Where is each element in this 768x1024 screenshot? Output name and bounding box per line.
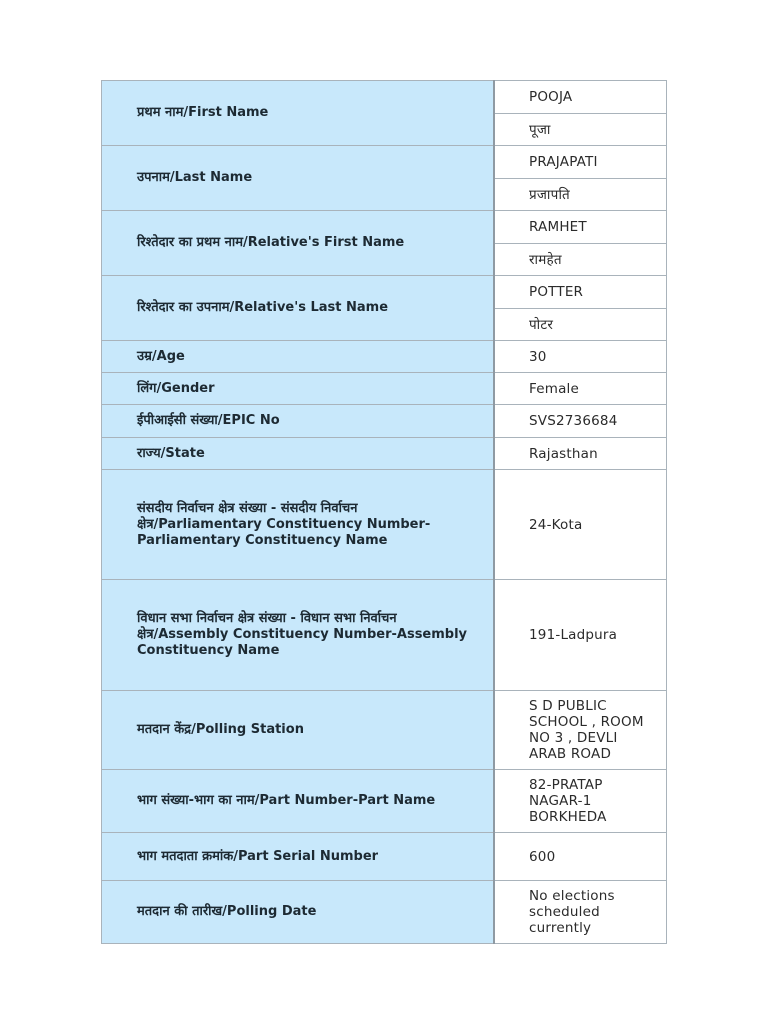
- polling-date-value: No elections scheduled currently: [494, 881, 667, 944]
- row-first-name: [102, 81, 667, 114]
- row-gender: [102, 373, 667, 405]
- row-part-serial-number: [102, 833, 667, 881]
- relative-last-name-hindi-value: पोटर: [494, 309, 667, 341]
- part-serial-number-label: भाग मतदाता क्रमांक/Part Serial Number: [102, 833, 495, 881]
- row-part-number: [102, 770, 667, 833]
- part-serial-number-value: 600: [494, 833, 667, 881]
- part-number-label: भाग संख्या-भाग का नाम/Part Number-Part Name: [102, 770, 495, 833]
- relative-first-name-label: रिश्तेदार का प्रथम नाम/Relative's First Name: [102, 211, 495, 276]
- age-label: उम्र/Age: [102, 341, 495, 373]
- polling-date-label: मतदान की तारीख/Polling Date: [102, 881, 495, 944]
- assembly-constituency-value: 191-Ladpura: [494, 580, 667, 691]
- row-assembly-constituency: [102, 580, 667, 691]
- last-name-hindi-value: प्रजापति: [494, 179, 667, 211]
- first-name-hindi-value: पूजा: [494, 114, 667, 146]
- last-name-english-value: PRAJAPATI: [494, 146, 667, 179]
- relative-first-name-english-value: RAMHET: [494, 211, 667, 244]
- age-value: 30: [494, 341, 667, 373]
- row-parliamentary-constituency: [102, 470, 667, 580]
- row-relative-last-name: [102, 276, 667, 309]
- state-value: Rajasthan: [494, 438, 667, 470]
- relative-last-name-english-value: POTTER: [494, 276, 667, 309]
- epic-no-label: ईपीआईसी संख्या/EPIC No: [102, 405, 495, 438]
- row-polling-station: [102, 691, 667, 770]
- gender-value: Female: [494, 373, 667, 405]
- row-polling-date: [102, 881, 667, 944]
- epic-no-value: SVS2736684: [494, 405, 667, 438]
- relative-first-name-hindi-value: रामहेत: [494, 244, 667, 276]
- first-name-english-value: POOJA: [494, 81, 667, 114]
- polling-station-value: S D PUBLIC SCHOOL , ROOM NO 3 , DEVLI ARAB ROAD: [494, 691, 667, 770]
- row-age: [102, 341, 667, 373]
- first-name-label: प्रथम नाम/First Name: [102, 81, 495, 146]
- parliamentary-constituency-label: संसदीय निर्वाचन क्षेत्र संख्या - संसदीय निर्वाचन क्षेत्र/Parliamentary Constituency Number-Parliamentary Constituency Name: [102, 470, 495, 580]
- assembly-constituency-label: विधान सभा निर्वाचन क्षेत्र संख्या - विधान सभा निर्वाचन क्षेत्र/Assembly Constituency Number-Assembly Constituency Name: [102, 580, 495, 691]
- gender-label: लिंग/Gender: [102, 373, 495, 405]
- polling-station-label: मतदान केंद्र/Polling Station: [102, 691, 495, 770]
- part-number-value: 82-PRATAP NAGAR-1 BORKHEDA: [494, 770, 667, 833]
- state-label: राज्य/State: [102, 438, 495, 470]
- parliamentary-constituency-value: 24-Kota: [494, 470, 667, 580]
- voter-details-table: [101, 80, 667, 944]
- last-name-label: उपनाम/Last Name: [102, 146, 495, 211]
- relative-last-name-label: रिश्तेदार का उपनाम/Relative's Last Name: [102, 276, 495, 341]
- row-last-name: [102, 146, 667, 179]
- row-epic-no: [102, 405, 667, 438]
- row-state: [102, 438, 667, 470]
- row-relative-first-name: [102, 211, 667, 244]
